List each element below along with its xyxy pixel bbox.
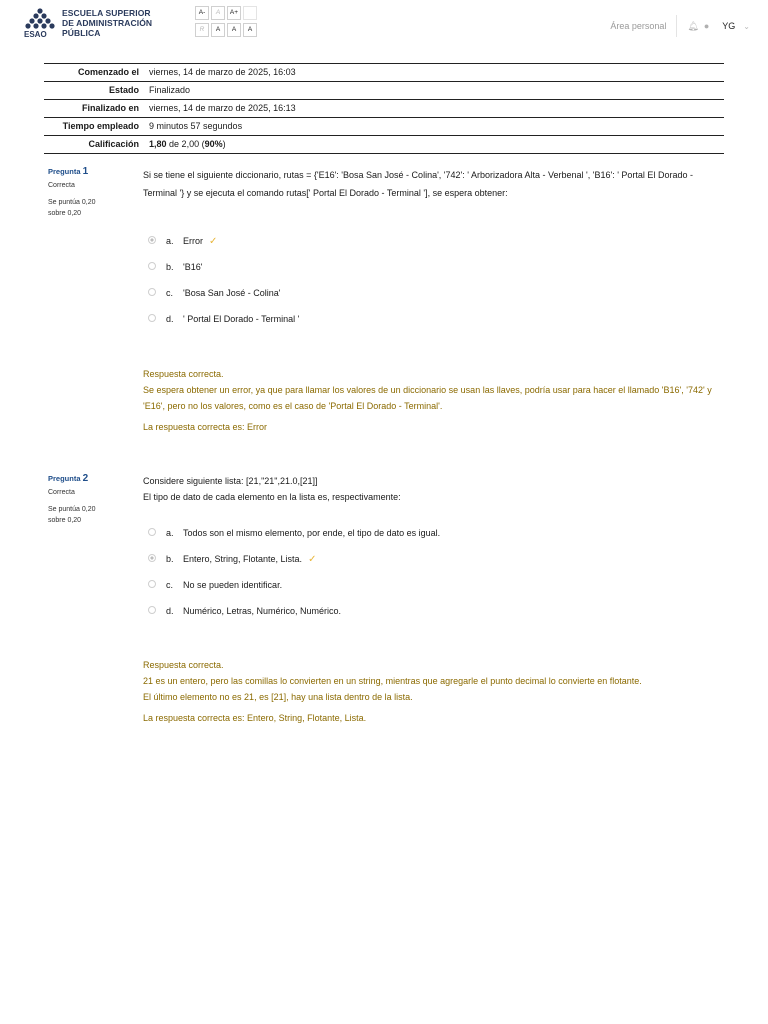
font-reset-button[interactable]: A bbox=[211, 6, 225, 20]
question-number bbox=[48, 166, 128, 177]
answer-text: Todos son el mismo elemento, por ende, el tipo de dato es igual. bbox=[183, 528, 441, 538]
question-label: Pregunta bbox=[48, 167, 81, 176]
radio-button[interactable] bbox=[148, 606, 156, 614]
summary-value: viernes, 14 de marzo de 2025, 16:03 bbox=[149, 67, 296, 77]
question-label: Pregunta bbox=[48, 474, 81, 483]
answer-letter: d. bbox=[166, 606, 174, 616]
accessibility-font-controls bbox=[195, 6, 257, 40]
answer-letter: c. bbox=[166, 288, 174, 298]
summary-value: Finalizado bbox=[149, 85, 191, 95]
summary-row bbox=[44, 64, 724, 82]
answer-option[interactable] bbox=[148, 314, 648, 340]
answer-option[interactable] bbox=[148, 288, 648, 314]
answer-option[interactable] bbox=[148, 528, 648, 554]
bell-off-icon[interactable]: 🔔︎ bbox=[687, 20, 699, 31]
esap-logo-icon[interactable] bbox=[24, 7, 64, 39]
question-info bbox=[48, 473, 128, 526]
grade-score: 1,80 bbox=[149, 139, 167, 149]
question-text-line-1: Considere siguiente lista: [21,"21",21.0,[21]] bbox=[143, 476, 318, 486]
feedback-title: Respuesta correcta. bbox=[143, 660, 224, 670]
font-increase-button[interactable]: A+ bbox=[227, 6, 241, 20]
answer-option[interactable] bbox=[148, 580, 648, 606]
answer-text: ' Portal El Dorado - Terminal ' bbox=[183, 314, 300, 324]
contrast-option-3-button[interactable]: A bbox=[243, 23, 257, 37]
summary-row bbox=[44, 82, 724, 100]
logo-line-2: DE ADMINISTRACIÓN bbox=[62, 18, 153, 28]
chevron-down-icon[interactable]: ⌄ bbox=[743, 21, 750, 31]
summary-value: viernes, 14 de marzo de 2025, 16:13 bbox=[149, 103, 296, 113]
chat-bubble-icon[interactable]: ● bbox=[703, 21, 710, 31]
question-grade-line-1: Se puntúa 0,20 bbox=[48, 199, 96, 206]
grade-row bbox=[44, 136, 724, 154]
answer-letter: b. bbox=[166, 262, 174, 272]
user-menu-area bbox=[610, 15, 750, 37]
question-text-line-2: El tipo de dato de cada elemento en la lista es, respectivamente: bbox=[143, 492, 401, 502]
attempt-summary-table bbox=[44, 63, 724, 154]
checkmark-icon: ✓ bbox=[209, 236, 218, 247]
radio-button[interactable] bbox=[148, 580, 156, 588]
radio-button-selected[interactable] bbox=[148, 236, 156, 244]
answer-letter: b. bbox=[166, 554, 174, 564]
feedback-body: Se espera obtener un error, ya que para llamar los valores de un diccionario se usan las llaves, podría usar para hacer el llamado 'B16', '742' y 'E16', pero no los valores, como es el caso de 'Portal El Dorado - Terminal'. bbox=[143, 385, 712, 411]
question-2 bbox=[48, 473, 728, 743]
question-number bbox=[48, 473, 128, 484]
correct-answer-text: La respuesta correcta es: Error bbox=[143, 422, 268, 432]
user-avatar[interactable]: YG bbox=[722, 21, 736, 31]
grade-label: Calificación bbox=[88, 139, 139, 149]
answer-option[interactable] bbox=[148, 606, 648, 632]
summary-label: Estado bbox=[108, 85, 139, 95]
question-info bbox=[48, 166, 128, 219]
question-text: Si se tiene el siguiente diccionario, rutas = {'E16': 'Bosa San José - Colina', '742': ' Arborizadora Alta - Verbenal ', 'B16': ' Portal El Dorado - Terminal '} y se ejecuta el comando rutas[' Portal El Dorado - Terminal '], se espera obtener: bbox=[143, 170, 693, 198]
logo-line-1: ESCUELA SUPERIOR bbox=[62, 8, 151, 18]
grade-max: de 2,00 bbox=[169, 139, 200, 149]
grade-percent: 90% bbox=[204, 139, 223, 149]
logo-line-3: PÚBLICA bbox=[62, 28, 101, 38]
answer-text: 'B16' bbox=[183, 262, 203, 272]
question-number-value: 1 bbox=[82, 166, 89, 177]
contrast-option-1-button[interactable]: A bbox=[211, 23, 225, 37]
answer-text: 'Bosa San José - Colina' bbox=[183, 288, 281, 298]
summary-row bbox=[44, 100, 724, 118]
question-1 bbox=[48, 166, 728, 436]
question-grade bbox=[48, 197, 128, 219]
question-state: Correcta bbox=[48, 182, 75, 189]
grade-value: 1,80 de 2,00 (90%) bbox=[149, 139, 226, 149]
radio-button[interactable] bbox=[148, 262, 156, 270]
answer-option[interactable] bbox=[148, 236, 648, 262]
answer-options bbox=[148, 236, 648, 340]
answer-options bbox=[148, 528, 648, 632]
summary-value: 9 minutos 57 segundos bbox=[149, 121, 243, 131]
answer-letter: a. bbox=[166, 528, 174, 538]
font-decrease-button[interactable]: A- bbox=[195, 6, 209, 20]
checkmark-icon: ✓ bbox=[308, 554, 317, 565]
feedback-line-1: 21 es un entero, pero las comillas lo convierten en un string, mientras que agregarle el punto decimal lo convierte en flotante. bbox=[143, 676, 642, 686]
radio-button[interactable] bbox=[148, 288, 156, 296]
question-feedback bbox=[143, 657, 728, 726]
question-grade-line-2: sobre 0,20 bbox=[48, 210, 82, 217]
answer-letter: d. bbox=[166, 314, 174, 324]
divider bbox=[676, 15, 677, 37]
question-grade-line-1: Se puntúa 0,20 bbox=[48, 506, 96, 513]
answer-text: Error bbox=[183, 236, 203, 246]
radio-button[interactable] bbox=[148, 314, 156, 322]
question-number-value: 2 bbox=[82, 473, 89, 484]
empty-control-slot bbox=[243, 6, 257, 20]
feedback-line-2: El último elemento no es 21, es [21], hay una lista dentro de la lista. bbox=[143, 692, 413, 702]
answer-text: Numérico, Letras, Numérico, Numérico. bbox=[183, 606, 342, 616]
summary-row bbox=[44, 118, 724, 136]
top-navbar bbox=[0, 0, 768, 44]
radio-button[interactable] bbox=[148, 528, 156, 536]
feedback-title: Respuesta correcta. bbox=[143, 369, 224, 379]
answer-option[interactable] bbox=[148, 262, 648, 288]
radio-button-selected[interactable] bbox=[148, 554, 156, 562]
answer-option[interactable] bbox=[148, 554, 648, 580]
summary-label: Comenzado el bbox=[77, 67, 139, 77]
question-state: Correcta bbox=[48, 489, 75, 496]
summary-label: Tiempo empleado bbox=[62, 121, 139, 131]
question-feedback bbox=[143, 366, 728, 435]
answer-text: Entero, String, Flotante, Lista. bbox=[183, 554, 303, 564]
contrast-reset-button[interactable]: R bbox=[195, 23, 209, 37]
correct-answer-text: La respuesta correcta es: Entero, String, Flotante, Lista. bbox=[143, 713, 367, 723]
institution-name bbox=[62, 8, 152, 38]
answer-text: No se pueden identificar. bbox=[183, 580, 283, 590]
summary-label: Finalizado en bbox=[81, 103, 139, 113]
personal-area-link[interactable]: Área personal bbox=[610, 21, 667, 31]
question-grade-line-2: sobre 0,20 bbox=[48, 517, 82, 524]
answer-letter: c. bbox=[166, 580, 174, 590]
question-text bbox=[143, 473, 728, 505]
contrast-option-2-button[interactable]: A bbox=[227, 23, 241, 37]
answer-letter: a. bbox=[166, 236, 174, 246]
question-grade bbox=[48, 504, 128, 526]
svg-text:ESAO: ESAO bbox=[24, 30, 47, 39]
